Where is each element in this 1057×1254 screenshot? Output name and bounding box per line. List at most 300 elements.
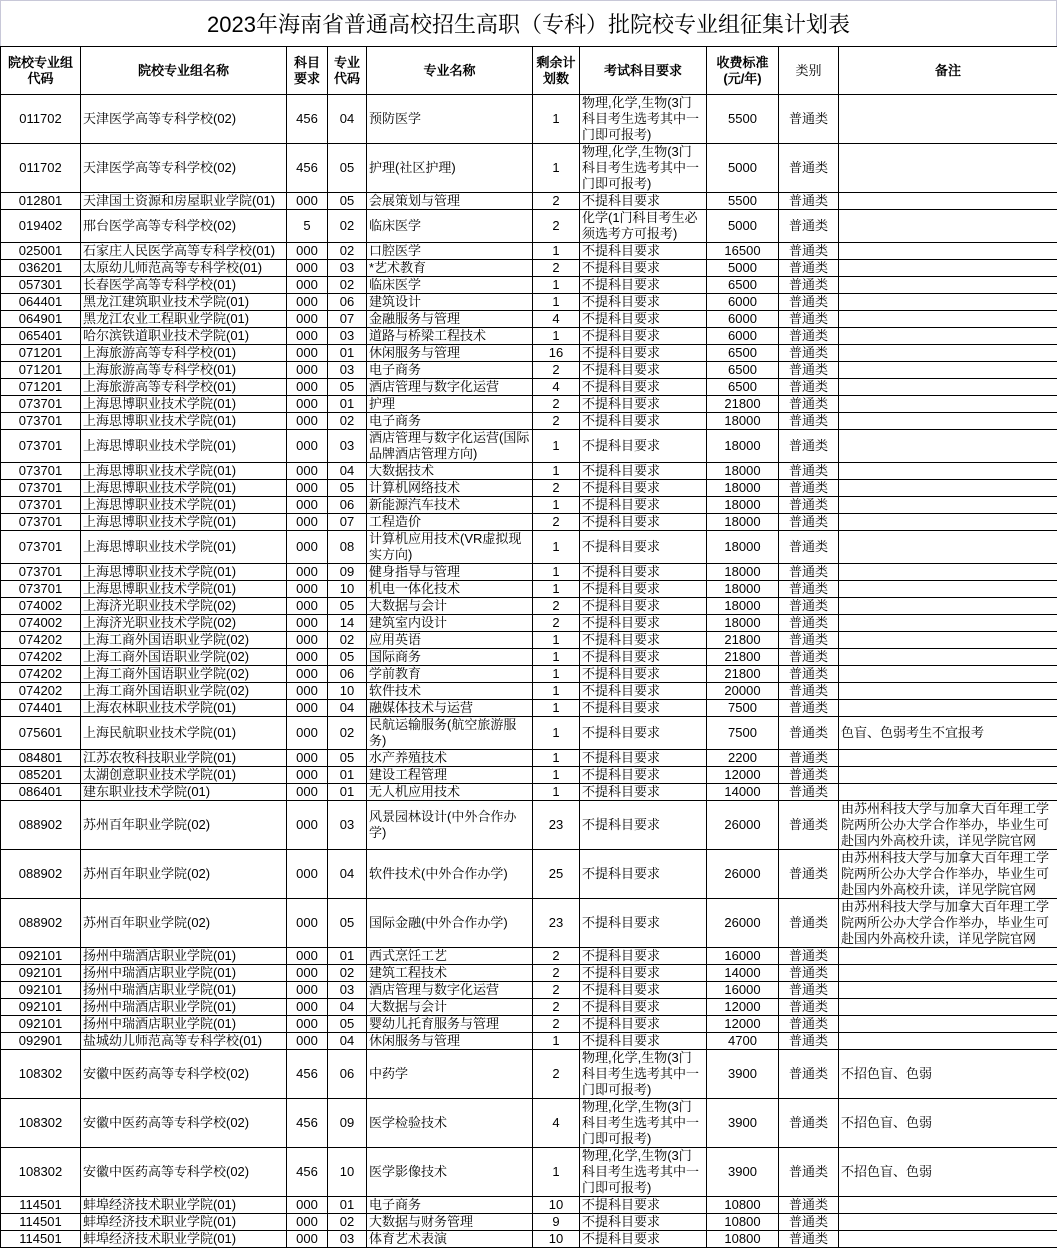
cell-exam-req: 不提科目要求	[580, 497, 707, 514]
cell-exam-req: 物理,化学,生物(3门科目考生选考其中一门即可报考)	[580, 1148, 707, 1197]
cell-group-code: 074202	[1, 632, 81, 649]
cell-exam-req: 不提科目要求	[580, 480, 707, 497]
cell-fee: 26000	[707, 850, 779, 899]
cell-subject-req: 000	[287, 784, 328, 801]
cell-note	[839, 581, 1057, 598]
cell-subject-req: 000	[287, 850, 328, 899]
cell-fee: 2200	[707, 750, 779, 767]
cell-subject-req: 456	[287, 95, 328, 144]
header-group-code: 院校专业组代码	[1, 47, 81, 95]
cell-note	[839, 430, 1057, 463]
cell-fee: 16000	[707, 948, 779, 965]
cell-note	[839, 144, 1057, 193]
cell-subject-req: 000	[287, 899, 328, 948]
cell-group-code: 092101	[1, 948, 81, 965]
cell-group-name: 上海工商外国语职业学院(02)	[81, 666, 287, 683]
cell-group-code: 074002	[1, 615, 81, 632]
cell-category: 普通类	[779, 982, 839, 999]
cell-group-code: 114501	[1, 1231, 81, 1248]
cell-major-name: 无人机应用技术	[367, 784, 533, 801]
cell-fee: 18000	[707, 615, 779, 632]
cell-fee: 5500	[707, 193, 779, 210]
table-row	[1, 277, 1057, 294]
cell-major-code: 10	[328, 581, 367, 598]
cell-category: 普通类	[779, 1033, 839, 1050]
cell-exam-req: 不提科目要求	[580, 666, 707, 683]
cell-note	[839, 413, 1057, 430]
cell-group-code: 019402	[1, 210, 81, 243]
cell-major-name: 会展策划与管理	[367, 193, 533, 210]
cell-subject-req: 000	[287, 750, 328, 767]
header-fee: 收费标准(元/年)	[707, 47, 779, 95]
cell-group-code: 075601	[1, 717, 81, 750]
cell-major-name: 学前教育	[367, 666, 533, 683]
cell-note	[839, 1214, 1057, 1231]
table-row	[1, 666, 1057, 683]
cell-note	[839, 95, 1057, 144]
cell-major-code: 10	[328, 683, 367, 700]
cell-remaining: 1	[533, 564, 580, 581]
cell-category: 普通类	[779, 801, 839, 850]
cell-major-code: 01	[328, 784, 367, 801]
cell-major-code: 02	[328, 210, 367, 243]
cell-subject-req: 000	[287, 514, 328, 531]
cell-remaining: 1	[533, 666, 580, 683]
cell-group-code: 092901	[1, 1033, 81, 1050]
cell-major-name: 电子商务	[367, 1197, 533, 1214]
cell-note: 由苏州科技大学与加拿大百年理工学院两所公办大学合作举办，毕业生可赴国内外高校升读，详见学院官网	[839, 899, 1057, 948]
cell-exam-req: 不提科目要求	[580, 531, 707, 564]
cell-group-name: 扬州中瑞酒店职业学院(01)	[81, 999, 287, 1016]
cell-category: 普通类	[779, 750, 839, 767]
cell-remaining: 1	[533, 750, 580, 767]
cell-group-code: 073701	[1, 463, 81, 480]
cell-group-name: 扬州中瑞酒店职业学院(01)	[81, 1016, 287, 1033]
cell-subject-req: 000	[287, 683, 328, 700]
cell-group-code: 073701	[1, 581, 81, 598]
cell-note	[839, 193, 1057, 210]
cell-remaining: 1	[533, 1033, 580, 1050]
enrollment-plan-table	[0, 46, 1057, 1248]
cell-remaining: 9	[533, 1214, 580, 1231]
cell-note	[839, 750, 1057, 767]
header-exam-req: 考试科目要求	[580, 47, 707, 95]
cell-group-name: 苏州百年职业学院(02)	[81, 899, 287, 948]
cell-group-code: 057301	[1, 277, 81, 294]
cell-subject-req: 000	[287, 965, 328, 982]
cell-category: 普通类	[779, 362, 839, 379]
cell-group-code: 011702	[1, 144, 81, 193]
cell-major-name: 融媒体技术与运营	[367, 700, 533, 717]
cell-group-name: 上海思博职业技术学院(01)	[81, 514, 287, 531]
cell-note	[839, 531, 1057, 564]
cell-exam-req: 不提科目要求	[580, 767, 707, 784]
cell-group-code: 071201	[1, 345, 81, 362]
cell-group-name: 上海思博职业技术学院(01)	[81, 581, 287, 598]
cell-fee: 14000	[707, 965, 779, 982]
cell-major-name: 道路与桥梁工程技术	[367, 328, 533, 345]
cell-note: 由苏州科技大学与加拿大百年理工学院两所公办大学合作举办，毕业生可赴国内外高校升读，详见学院官网	[839, 850, 1057, 899]
cell-subject-req: 000	[287, 463, 328, 480]
cell-group-name: 上海思博职业技术学院(01)	[81, 413, 287, 430]
cell-remaining: 2	[533, 480, 580, 497]
table-row	[1, 497, 1057, 514]
cell-major-name: 医学检验技术	[367, 1099, 533, 1148]
cell-major-code: 01	[328, 767, 367, 784]
cell-group-code: 074401	[1, 700, 81, 717]
cell-note	[839, 311, 1057, 328]
cell-exam-req: 物理,化学,生物(3门科目考生选考其中一门即可报考)	[580, 144, 707, 193]
cell-fee: 6000	[707, 328, 779, 345]
cell-fee: 6500	[707, 277, 779, 294]
table-row	[1, 463, 1057, 480]
cell-exam-req: 不提科目要求	[580, 649, 707, 666]
cell-category: 普通类	[779, 277, 839, 294]
cell-exam-req: 不提科目要求	[580, 632, 707, 649]
cell-group-name: 上海农林职业技术学院(01)	[81, 700, 287, 717]
cell-subject-req: 000	[287, 700, 328, 717]
cell-major-name: 健身指导与管理	[367, 564, 533, 581]
cell-remaining: 4	[533, 311, 580, 328]
cell-group-name: 哈尔滨铁道职业技术学院(01)	[81, 328, 287, 345]
cell-major-name: 机电一体化技术	[367, 581, 533, 598]
cell-fee: 18000	[707, 531, 779, 564]
cell-fee: 18000	[707, 480, 779, 497]
cell-category: 普通类	[779, 767, 839, 784]
cell-category: 普通类	[779, 717, 839, 750]
cell-group-code: 073701	[1, 514, 81, 531]
cell-major-name: 软件技术(中外合作办学)	[367, 850, 533, 899]
cell-major-code: 02	[328, 277, 367, 294]
table-row	[1, 564, 1057, 581]
cell-fee: 7500	[707, 700, 779, 717]
cell-note	[839, 277, 1057, 294]
cell-category: 普通类	[779, 260, 839, 277]
table-row	[1, 379, 1057, 396]
cell-group-code: 108302	[1, 1050, 81, 1099]
cell-fee: 16500	[707, 243, 779, 260]
cell-remaining: 2	[533, 615, 580, 632]
cell-major-code: 01	[328, 1197, 367, 1214]
cell-major-name: *艺术教育	[367, 260, 533, 277]
cell-subject-req: 000	[287, 480, 328, 497]
cell-major-name: 计算机应用技术(VR虚拟现实方向)	[367, 531, 533, 564]
cell-exam-req: 不提科目要求	[580, 362, 707, 379]
cell-group-name: 安徽中医药高等专科学校(02)	[81, 1050, 287, 1099]
cell-major-code: 05	[328, 144, 367, 193]
cell-major-code: 05	[328, 379, 367, 396]
cell-fee: 18000	[707, 514, 779, 531]
cell-group-name: 上海思博职业技术学院(01)	[81, 497, 287, 514]
cell-group-name: 上海旅游高等专科学校(01)	[81, 379, 287, 396]
table-row	[1, 1214, 1057, 1231]
cell-remaining: 2	[533, 193, 580, 210]
cell-note: 不招色盲、色弱	[839, 1148, 1057, 1197]
cell-major-name: 新能源汽车技术	[367, 497, 533, 514]
cell-remaining: 1	[533, 632, 580, 649]
cell-remaining: 1	[533, 463, 580, 480]
cell-note	[839, 379, 1057, 396]
table-row	[1, 345, 1057, 362]
cell-group-name: 扬州中瑞酒店职业学院(01)	[81, 982, 287, 999]
cell-group-name: 上海工商外国语职业学院(02)	[81, 649, 287, 666]
table-row	[1, 193, 1057, 210]
cell-major-code: 03	[328, 362, 367, 379]
cell-exam-req: 不提科目要求	[580, 514, 707, 531]
cell-exam-req: 不提科目要求	[580, 1033, 707, 1050]
cell-category: 普通类	[779, 666, 839, 683]
cell-note	[839, 328, 1057, 345]
cell-major-name: 口腔医学	[367, 243, 533, 260]
cell-remaining: 10	[533, 1231, 580, 1248]
cell-group-code: 012801	[1, 193, 81, 210]
cell-exam-req: 不提科目要求	[580, 948, 707, 965]
cell-group-name: 黑龙江建筑职业技术学院(01)	[81, 294, 287, 311]
cell-remaining: 1	[533, 531, 580, 564]
cell-major-name: 工程造价	[367, 514, 533, 531]
cell-fee: 5000	[707, 260, 779, 277]
cell-major-code: 03	[328, 430, 367, 463]
cell-note	[839, 362, 1057, 379]
cell-category: 普通类	[779, 581, 839, 598]
cell-subject-req: 000	[287, 328, 328, 345]
table-row	[1, 632, 1057, 649]
cell-category: 普通类	[779, 413, 839, 430]
cell-exam-req: 不提科目要求	[580, 784, 707, 801]
table-row	[1, 480, 1057, 497]
cell-group-code: 085201	[1, 767, 81, 784]
cell-exam-req: 不提科目要求	[580, 1197, 707, 1214]
cell-subject-req: 000	[287, 396, 328, 413]
cell-exam-req: 不提科目要求	[580, 982, 707, 999]
cell-group-name: 上海民航职业技术学院(01)	[81, 717, 287, 750]
cell-category: 普通类	[779, 243, 839, 260]
header-row	[1, 47, 1057, 95]
cell-group-code: 092101	[1, 1016, 81, 1033]
cell-major-name: 西式烹饪工艺	[367, 948, 533, 965]
cell-remaining: 2	[533, 362, 580, 379]
cell-major-name: 大数据与财务管理	[367, 1214, 533, 1231]
cell-major-code: 04	[328, 850, 367, 899]
cell-group-code: 011702	[1, 95, 81, 144]
cell-major-code: 06	[328, 294, 367, 311]
header-category: 类别	[779, 47, 839, 95]
cell-fee: 12000	[707, 999, 779, 1016]
cell-fee: 20000	[707, 683, 779, 700]
cell-group-code: 088902	[1, 850, 81, 899]
cell-category: 普通类	[779, 294, 839, 311]
cell-subject-req: 000	[287, 948, 328, 965]
cell-exam-req: 不提科目要求	[580, 345, 707, 362]
cell-subject-req: 000	[287, 362, 328, 379]
cell-fee: 4700	[707, 1033, 779, 1050]
cell-major-code: 09	[328, 564, 367, 581]
cell-major-name: 护理(社区护理)	[367, 144, 533, 193]
cell-exam-req: 不提科目要求	[580, 999, 707, 1016]
cell-fee: 6500	[707, 345, 779, 362]
cell-major-code: 02	[328, 413, 367, 430]
cell-note	[839, 514, 1057, 531]
cell-major-code: 02	[328, 1214, 367, 1231]
cell-exam-req: 不提科目要求	[580, 581, 707, 598]
cell-group-name: 蚌埠经济技术职业学院(01)	[81, 1197, 287, 1214]
table-row	[1, 899, 1057, 948]
cell-note	[839, 564, 1057, 581]
cell-group-name: 上海思博职业技术学院(01)	[81, 463, 287, 480]
cell-exam-req: 不提科目要求	[580, 1016, 707, 1033]
cell-note	[839, 965, 1057, 982]
cell-major-code: 07	[328, 514, 367, 531]
cell-major-code: 05	[328, 193, 367, 210]
header-group-name: 院校专业组名称	[81, 47, 287, 95]
cell-exam-req: 不提科目要求	[580, 379, 707, 396]
cell-major-code: 05	[328, 480, 367, 497]
cell-fee: 3900	[707, 1050, 779, 1099]
cell-remaining: 1	[533, 497, 580, 514]
cell-major-code: 02	[328, 632, 367, 649]
cell-group-name: 江苏农牧科技职业学院(01)	[81, 750, 287, 767]
cell-note	[839, 1231, 1057, 1248]
cell-group-name: 上海工商外国语职业学院(02)	[81, 683, 287, 700]
cell-major-name: 临床医学	[367, 210, 533, 243]
table-row	[1, 144, 1057, 193]
cell-group-name: 上海旅游高等专科学校(01)	[81, 345, 287, 362]
table-row	[1, 999, 1057, 1016]
cell-remaining: 1	[533, 1148, 580, 1197]
cell-subject-req: 000	[287, 260, 328, 277]
table-row	[1, 649, 1057, 666]
cell-remaining: 2	[533, 396, 580, 413]
cell-note	[839, 1197, 1057, 1214]
table-row	[1, 243, 1057, 260]
cell-category: 普通类	[779, 430, 839, 463]
cell-major-name: 大数据与会计	[367, 999, 533, 1016]
cell-remaining: 4	[533, 379, 580, 396]
cell-subject-req: 000	[287, 345, 328, 362]
cell-subject-req: 000	[287, 497, 328, 514]
cell-remaining: 1	[533, 683, 580, 700]
cell-major-code: 03	[328, 982, 367, 999]
cell-major-code: 03	[328, 1231, 367, 1248]
cell-note	[839, 294, 1057, 311]
table-row	[1, 700, 1057, 717]
cell-subject-req: 000	[287, 649, 328, 666]
cell-remaining: 1	[533, 784, 580, 801]
cell-subject-req: 000	[287, 1214, 328, 1231]
cell-group-name: 盐城幼儿师范高等专科学校(01)	[81, 1033, 287, 1050]
cell-group-code: 071201	[1, 362, 81, 379]
cell-note	[839, 1033, 1057, 1050]
cell-remaining: 1	[533, 700, 580, 717]
cell-subject-req: 000	[287, 666, 328, 683]
cell-major-code: 03	[328, 801, 367, 850]
cell-note: 色盲、色弱考生不宜报考	[839, 717, 1057, 750]
cell-fee: 18000	[707, 497, 779, 514]
cell-group-code: 088902	[1, 801, 81, 850]
cell-group-name: 上海工商外国语职业学院(02)	[81, 632, 287, 649]
cell-fee: 16000	[707, 982, 779, 999]
table-row	[1, 767, 1057, 784]
cell-major-code: 01	[328, 396, 367, 413]
cell-fee: 14000	[707, 784, 779, 801]
cell-remaining: 2	[533, 210, 580, 243]
cell-major-name: 酒店管理与数字化运营	[367, 982, 533, 999]
cell-major-name: 临床医学	[367, 277, 533, 294]
cell-category: 普通类	[779, 1197, 839, 1214]
cell-fee: 6000	[707, 294, 779, 311]
table-row	[1, 413, 1057, 430]
table-row	[1, 598, 1057, 615]
cell-fee: 18000	[707, 564, 779, 581]
header-subject-req: 科目要求	[287, 47, 328, 95]
table-row	[1, 1231, 1057, 1248]
cell-group-name: 上海思博职业技术学院(01)	[81, 480, 287, 497]
cell-category: 普通类	[779, 850, 839, 899]
header-remaining: 剩余计划数	[533, 47, 580, 95]
cell-fee: 10800	[707, 1214, 779, 1231]
cell-note	[839, 632, 1057, 649]
cell-fee: 26000	[707, 899, 779, 948]
cell-group-name: 天津医学高等专科学校(02)	[81, 144, 287, 193]
table-row	[1, 1197, 1057, 1214]
cell-exam-req: 不提科目要求	[580, 899, 707, 948]
cell-remaining: 2	[533, 982, 580, 999]
cell-exam-req: 不提科目要求	[580, 1231, 707, 1248]
cell-category: 普通类	[779, 345, 839, 362]
cell-major-code: 04	[328, 700, 367, 717]
cell-fee: 21800	[707, 666, 779, 683]
table-row	[1, 717, 1057, 750]
cell-note	[839, 1016, 1057, 1033]
cell-note	[839, 982, 1057, 999]
cell-group-code: 036201	[1, 260, 81, 277]
cell-remaining: 2	[533, 598, 580, 615]
cell-group-code: 071201	[1, 379, 81, 396]
cell-exam-req: 不提科目要求	[580, 430, 707, 463]
cell-major-code: 05	[328, 750, 367, 767]
cell-group-code: 073701	[1, 564, 81, 581]
cell-group-name: 上海思博职业技术学院(01)	[81, 564, 287, 581]
cell-major-name: 国际金融(中外合作办学)	[367, 899, 533, 948]
cell-fee: 3900	[707, 1148, 779, 1197]
table-row	[1, 210, 1057, 243]
cell-note	[839, 210, 1057, 243]
cell-subject-req: 000	[287, 581, 328, 598]
cell-major-name: 国际商务	[367, 649, 533, 666]
cell-major-code: 05	[328, 598, 367, 615]
cell-subject-req: 000	[287, 277, 328, 294]
cell-group-name: 扬州中瑞酒店职业学院(01)	[81, 965, 287, 982]
cell-remaining: 2	[533, 260, 580, 277]
cell-major-code: 02	[328, 717, 367, 750]
cell-major-code: 04	[328, 463, 367, 480]
cell-subject-req: 000	[287, 413, 328, 430]
cell-fee: 12000	[707, 767, 779, 784]
cell-fee: 21800	[707, 649, 779, 666]
cell-exam-req: 不提科目要求	[580, 717, 707, 750]
cell-subject-req: 000	[287, 982, 328, 999]
cell-fee: 6000	[707, 311, 779, 328]
cell-subject-req: 000	[287, 379, 328, 396]
cell-major-name: 酒店管理与数字化运营(国际品牌酒店管理方向)	[367, 430, 533, 463]
cell-note	[839, 260, 1057, 277]
cell-fee: 18000	[707, 598, 779, 615]
table-row	[1, 430, 1057, 463]
cell-major-name: 风景园林设计(中外合作办学)	[367, 801, 533, 850]
cell-fee: 7500	[707, 717, 779, 750]
cell-remaining: 23	[533, 801, 580, 850]
cell-exam-req: 不提科目要求	[580, 683, 707, 700]
